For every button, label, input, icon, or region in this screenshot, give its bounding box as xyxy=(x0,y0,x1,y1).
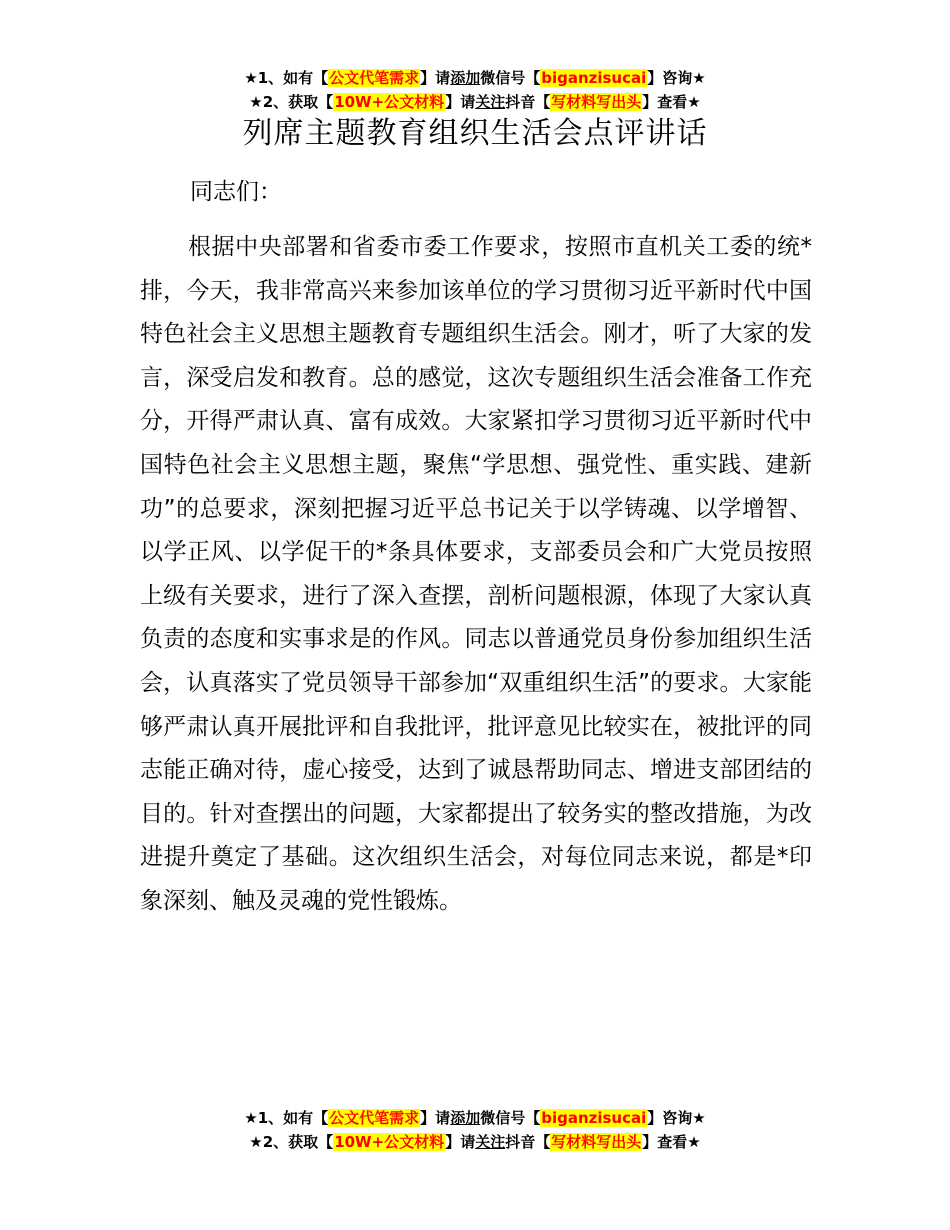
footer-banner-line-1-mid: 】请 xyxy=(420,1109,451,1127)
header-banner-line-1-mid: 】请 xyxy=(420,69,451,87)
header-highlight-douyin-account: 写材料写出头 xyxy=(551,93,642,111)
footer-banner-line-2-mid: 】请 xyxy=(445,1133,476,1151)
header-banner-line-2-prefix: ★2、获取【 xyxy=(249,93,334,111)
header-banner xyxy=(0,66,950,114)
footer-banner-line-2-mid-2: 抖音【 xyxy=(505,1133,551,1151)
footer-banner-line-1-emphasis: 添加 xyxy=(450,1109,481,1127)
footer-banner-line-1-suffix: 】咨询★ xyxy=(647,1109,706,1127)
footer-banner-line-2-emphasis: 关注 xyxy=(475,1133,506,1151)
footer-banner xyxy=(0,1106,950,1154)
header-banner-line-1-mid-2: 微信号【 xyxy=(480,69,541,87)
document-title: 列席主题教育组织生活会点评讲话 xyxy=(242,116,708,151)
footer-banner-line-2-prefix: ★2、获取【 xyxy=(249,1133,334,1151)
footer-banner-line-2 xyxy=(0,1130,950,1154)
header-highlight-ghostwriting: 公文代笔需求 xyxy=(329,69,420,87)
footer-highlight-ghostwriting: 公文代笔需求 xyxy=(329,1109,420,1127)
footer-highlight-wechat-id: biganzisucai xyxy=(541,1109,647,1127)
header-banner-line-1 xyxy=(0,66,950,90)
header-banner-line-1-emphasis: 添加 xyxy=(450,69,481,87)
footer-banner-line-2-suffix: 】查看★ xyxy=(642,1133,701,1151)
header-banner-line-1-suffix: 】咨询★ xyxy=(647,69,706,87)
document-paragraph: 根据中央部署和省委市委工作要求，按照市直机关工委的统*排，今天，我非常高兴来参加该单位的学习贯彻习近平新时代中国特色社会主义思想主题教育专题组织生活会。刚才，听了大家的发言，深受启发和教育。总的感觉，这次专题组织生活会准备工作充分，开得严肃认真、富有成效。大家紧扣学习贯彻习近平新时代中国特色社会主义思想主题，聚焦“学思想、强党性、重实践、建新功”的总要求，深刻把握习近平总书记关于以学铸魂、以学增智、以学正风、以学促干的*条具体要求，支部委员会和广大党员按照上级有关要求，进行了深入查摆，剖析问题根源，体现了大家认真负责的态度和实事求是的作风。同志以普通党员身份参加组织生活会，认真落实了党员领导干部参加“双重组织生活”的要求。大家能够严肃认真开展批评和自我批评，批评意见比较实在，被批评的同志能正确对待，虚心接受，达到了诚恳帮助同志、增进支部团结的目的。针对查摆出的问题，大家都提出了较务实的整改措施，为改进提升奠定了基础。这次组织生活会，对每位同志来说，都是*印象深刻、触及灵魂的党性锻炼。 xyxy=(140,234,812,914)
footer-banner-line-1-prefix: ★1、如有【 xyxy=(244,1109,329,1127)
header-banner-line-2-mid: 】请 xyxy=(445,93,476,111)
header-banner-line-2-mid-2: 抖音【 xyxy=(505,93,551,111)
header-banner-line-2 xyxy=(0,90,950,114)
header-banner-line-2-suffix: 】查看★ xyxy=(642,93,701,111)
header-highlight-wechat-id: biganzisucai xyxy=(541,69,647,87)
header-highlight-materials: 10W+公文材料 xyxy=(334,93,445,111)
document-greeting: 同志们： xyxy=(190,179,282,205)
header-banner-line-1-prefix: ★1、如有【 xyxy=(244,69,329,87)
footer-highlight-materials: 10W+公文材料 xyxy=(334,1133,445,1151)
footer-banner-line-1-mid-2: 微信号【 xyxy=(480,1109,541,1127)
footer-banner-line-1 xyxy=(0,1106,950,1130)
header-banner-line-2-emphasis: 关注 xyxy=(475,93,506,111)
footer-highlight-douyin-account: 写材料写出头 xyxy=(551,1133,642,1151)
